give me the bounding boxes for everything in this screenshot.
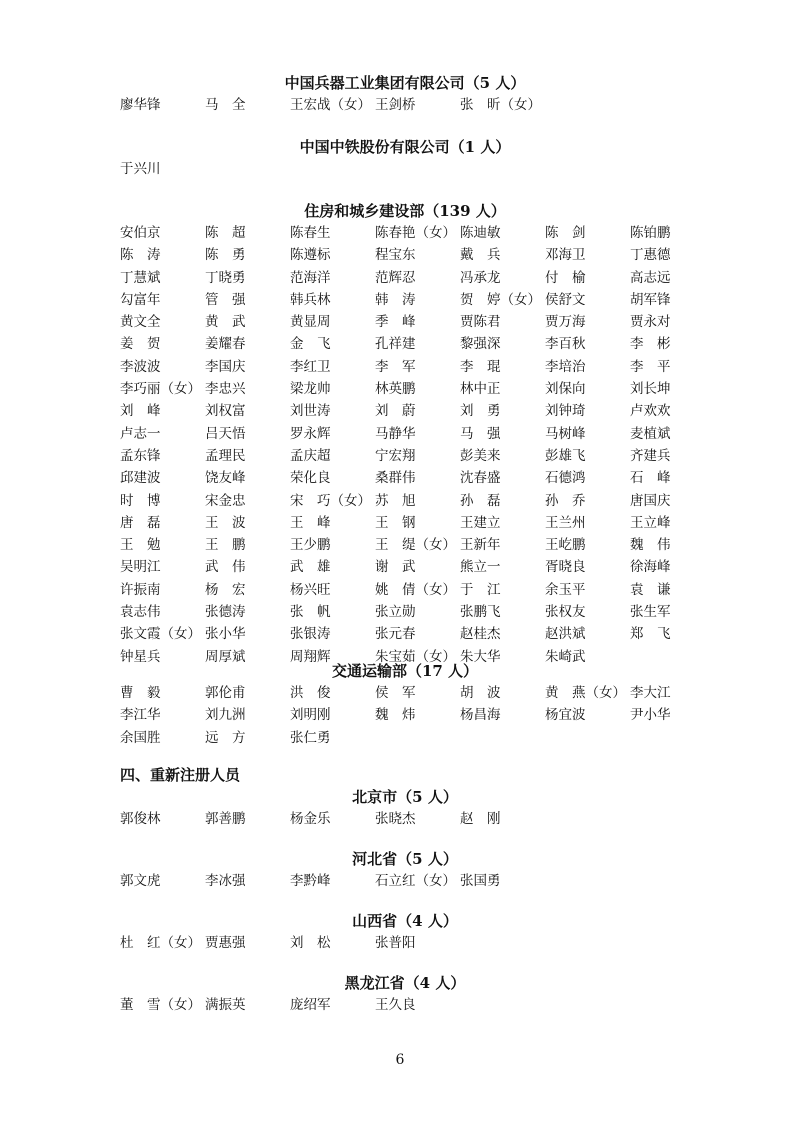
person-name: 武 雄: [290, 559, 331, 576]
person-name: 陈 超: [205, 225, 246, 241]
person-name: 马 强: [460, 425, 501, 442]
person-name: 李黔峰: [290, 873, 331, 889]
person-name: 郭俊林: [120, 811, 161, 827]
person-name: 朱大华: [460, 648, 501, 665]
person-name: 齐建兵: [630, 447, 671, 464]
person-name: 苏 旭: [375, 492, 416, 509]
person-name: 孔祥建: [375, 336, 416, 353]
person-name: 刘 蔚: [375, 403, 416, 420]
person-name: 罗永辉: [290, 425, 331, 442]
person-name: 王宏战（女）: [290, 97, 371, 113]
person-name: 吴明江: [120, 559, 161, 576]
person-name: 季 峰: [375, 314, 416, 331]
section-china-railway: [120, 136, 690, 180]
person-name: 王 波: [205, 514, 246, 531]
person-name: 王 勉: [120, 537, 161, 554]
person-name: 戴 兵: [460, 247, 501, 264]
person-name: 彭美来: [460, 447, 501, 464]
person-name: 李国庆: [205, 358, 246, 375]
part-heading: 四、重新注册人员: [120, 766, 241, 784]
person-name: 荣化良: [290, 470, 331, 487]
person-name: 邱建波: [120, 470, 161, 487]
person-name: 刘钟琦: [545, 403, 586, 420]
person-name: 王 鹏: [205, 537, 246, 554]
person-name: 黄文全: [120, 314, 161, 331]
person-name: 满振英: [205, 997, 246, 1013]
person-name: 刘世涛: [290, 403, 331, 420]
person-name: 郭善鹏: [205, 811, 246, 827]
person-name: 张 帆: [290, 604, 331, 621]
person-name: 范海洋: [290, 269, 331, 286]
person-name: 孟东锋: [120, 447, 161, 464]
person-name: 贾永对: [630, 314, 671, 331]
person-name: 杜 红（女）: [120, 935, 201, 951]
person-name: 麦植斌: [630, 425, 671, 442]
person-name: 刘长坤: [630, 381, 671, 398]
person-name: 杨宜波: [545, 707, 586, 724]
person-name: 饶友峰: [205, 470, 246, 487]
person-name: 侯舒文: [545, 291, 586, 308]
section-hebei: [120, 848, 690, 892]
person-name: 卢志一: [120, 425, 161, 442]
person-name: 宋 巧（女）: [290, 492, 371, 509]
person-name: 周翔辉: [290, 648, 331, 665]
person-name: 李冰强: [205, 873, 246, 889]
person-name: 林中正: [460, 381, 501, 398]
person-name: 张生军: [630, 604, 671, 621]
section-title: 黑龙江省（4 人）: [344, 974, 466, 992]
person-name: 张元春: [375, 626, 416, 643]
person-name: 朱宝茹（女）: [375, 648, 456, 665]
person-name: 李忠兴: [205, 381, 246, 398]
person-name: 黄 燕（女）: [545, 685, 626, 701]
person-name: 李培治: [545, 358, 586, 375]
section-title: 中国兵器工业集团有限公司（5 人）: [284, 74, 526, 92]
page-number: 6: [395, 1052, 405, 1068]
section-beijing: [120, 786, 690, 830]
person-name: 刘九洲: [205, 707, 246, 724]
person-name: 马静华: [375, 425, 416, 442]
person-name: 邓海卫: [545, 247, 586, 264]
person-name: 梁龙帅: [290, 381, 331, 398]
person-name: 许振南: [120, 581, 161, 598]
name-list: [120, 222, 690, 668]
person-name: 姜 贺: [120, 336, 161, 353]
person-name: 陈迪敏: [460, 225, 501, 241]
person-name: 贺 婷（女）: [460, 291, 541, 308]
person-name: 王立峰: [630, 514, 671, 531]
person-name: 赵 刚: [460, 811, 501, 827]
section-title: 河北省（5 人）: [352, 850, 458, 868]
person-name: 马树峰: [545, 425, 586, 442]
person-name: 王 缇（女）: [375, 537, 456, 554]
person-name: 丁晓勇: [205, 269, 246, 286]
person-name: 余国胜: [120, 729, 161, 746]
person-name: 范辉忍: [375, 269, 416, 286]
person-name: 石 峰: [630, 470, 671, 487]
person-name: 胡 波: [460, 685, 501, 701]
person-name: 王兰州: [545, 514, 586, 531]
person-name: 黄 武: [205, 314, 246, 331]
person-name: 丁惠德: [630, 247, 671, 264]
person-name: 杨金乐: [290, 811, 331, 827]
person-name: 李 琨: [460, 358, 501, 375]
person-name: 朱崎武: [545, 648, 586, 665]
person-name: 宋金忠: [205, 492, 246, 509]
person-name: 郑 飞: [630, 626, 671, 643]
person-name: 李巧丽（女）: [120, 381, 201, 398]
person-name: 陈春艳（女）: [375, 225, 456, 241]
person-name: 洪 俊: [290, 685, 331, 701]
person-name: 石德鸿: [545, 470, 586, 487]
person-name: 袁志伟: [120, 604, 161, 621]
person-name: 王建立: [460, 514, 501, 531]
person-name: 张鹏飞: [460, 604, 501, 621]
person-name: 陈遵标: [290, 247, 331, 264]
person-name: 姜耀春: [205, 336, 246, 353]
person-name: 张 昕（女）: [460, 97, 541, 113]
person-name: 王剑桥: [375, 97, 416, 113]
name-list: [120, 682, 690, 749]
person-name: 王 钢: [375, 514, 416, 531]
name-list: [120, 932, 690, 954]
person-name: 庞绍军: [290, 997, 331, 1013]
person-name: 程宝东: [375, 247, 416, 264]
person-name: 李 军: [375, 358, 416, 375]
section-title: 中国中铁股份有限公司（1 人）: [299, 138, 511, 156]
person-name: 彭雄飞: [545, 447, 586, 464]
section-title: 住房和城乡建设部（139 人）: [304, 202, 506, 220]
person-name: 孙 磊: [460, 492, 501, 509]
person-name: 熊立一: [460, 559, 501, 576]
person-name: 胥晓良: [545, 559, 586, 576]
person-name: 刘 勇: [460, 403, 501, 420]
section-title: 山西省（4 人）: [352, 912, 458, 930]
person-name: 王屹鹏: [545, 537, 586, 554]
person-name: 勾富年: [120, 291, 161, 308]
person-name: 宁宏翔: [375, 447, 416, 464]
person-name: 刘 峰: [120, 403, 161, 420]
person-name: 安伯京: [120, 225, 161, 241]
section-norinco: [120, 72, 690, 116]
person-name: 侯 军: [375, 685, 416, 701]
person-name: 林英鹏: [375, 381, 416, 398]
person-name: 姚 倩（女）: [375, 581, 456, 598]
person-name: 张晓杰: [375, 811, 416, 827]
person-name: 韩 涛: [375, 291, 416, 308]
person-name: 黄显周: [290, 314, 331, 331]
section-shanxi: [120, 910, 690, 954]
person-name: 黎强深: [460, 336, 501, 353]
person-name: 刘保向: [545, 381, 586, 398]
person-name: 张德涛: [205, 604, 246, 621]
person-name: 于 江: [460, 581, 501, 598]
person-name: 袁 谦: [630, 581, 671, 598]
person-name: 丁慧斌: [120, 269, 161, 286]
person-name: 余玉平: [545, 581, 586, 598]
person-name: 孟理民: [205, 447, 246, 464]
person-name: 杨 宏: [205, 581, 246, 598]
person-name: 郭文虎: [120, 873, 161, 889]
section-title: 交通运输部（17 人）: [331, 662, 479, 680]
person-name: 张仁勇: [290, 729, 331, 746]
person-name: 唐国庆: [630, 492, 671, 509]
person-name: 时 博: [120, 492, 161, 509]
person-name: 于兴川: [120, 161, 161, 177]
person-name: 杨兴旺: [290, 581, 331, 598]
person-name: 魏 炜: [375, 707, 416, 724]
person-name: 陈 涛: [120, 247, 161, 264]
person-name: 廖华锋: [120, 97, 161, 113]
name-list: [120, 808, 690, 830]
person-name: 曹 毅: [120, 685, 161, 701]
person-name: 张普阳: [375, 935, 416, 951]
person-name: 徐海峰: [630, 559, 671, 576]
person-name: 张小华: [205, 626, 246, 643]
person-name: 马 全: [205, 97, 246, 113]
person-name: 韩兵林: [290, 291, 331, 308]
person-name: 冯承龙: [460, 269, 501, 286]
person-name: 孙 乔: [545, 492, 586, 509]
person-name: 贾惠强: [205, 935, 246, 951]
person-name: 王 峰: [290, 514, 331, 531]
person-name: 张银涛: [290, 626, 331, 643]
person-name: 李红卫: [290, 358, 331, 375]
person-name: 赵桂杰: [460, 626, 501, 643]
person-name: 王新年: [460, 537, 501, 554]
person-name: 杨昌海: [460, 707, 501, 724]
name-list: [120, 94, 690, 116]
person-name: 刘权富: [205, 403, 246, 420]
person-name: 付 榆: [545, 269, 586, 286]
section-mohurd: [120, 200, 690, 668]
person-name: 李江华: [120, 707, 161, 724]
section-title: 北京市（5 人）: [352, 788, 458, 806]
person-name: 唐 磊: [120, 514, 161, 531]
person-name: 贾陈君: [460, 314, 501, 331]
person-name: 张文霞（女）: [120, 626, 201, 643]
person-name: 李百秋: [545, 336, 586, 353]
person-name: 沈春盛: [460, 470, 501, 487]
name-list: [120, 994, 690, 1016]
section-transport: [120, 660, 690, 749]
name-list: [120, 158, 690, 180]
person-name: 胡军锋: [630, 291, 671, 308]
person-name: 李大江: [630, 685, 671, 701]
person-name: 张立勋: [375, 604, 416, 621]
person-name: 贾万海: [545, 314, 586, 331]
person-name: 陈 剑: [545, 225, 586, 241]
person-name: 吕天悟: [205, 425, 246, 442]
person-name: 张国勇: [460, 873, 501, 889]
person-name: 郭伦甫: [205, 685, 246, 701]
person-name: 钟星兵: [120, 648, 161, 665]
person-name: 金 飞: [290, 336, 331, 353]
person-name: 陈 勇: [205, 247, 246, 264]
person-name: 李 平: [630, 358, 671, 375]
person-name: 桑群伟: [375, 470, 416, 487]
person-name: 刘 松: [290, 935, 331, 951]
person-name: 董 雪（女）: [120, 997, 201, 1013]
person-name: 孟庆超: [290, 447, 331, 464]
person-name: 刘明刚: [290, 707, 331, 724]
person-name: 谢 武: [375, 559, 416, 576]
person-name: 赵洪斌: [545, 626, 586, 643]
name-list: [120, 870, 690, 892]
person-name: 王久良: [375, 997, 416, 1013]
person-name: 陈春生: [290, 225, 331, 241]
person-name: 李波波: [120, 358, 161, 375]
person-name: 远 方: [205, 729, 246, 746]
person-name: 卢欢欢: [630, 403, 671, 420]
person-name: 武 伟: [205, 559, 246, 576]
person-name: 张权友: [545, 604, 586, 621]
person-name: 王少鹏: [290, 537, 331, 554]
person-name: 李 彬: [630, 336, 671, 353]
section-heilongjiang: [120, 972, 690, 1016]
person-name: 尹小华: [630, 707, 671, 724]
person-name: 管 强: [205, 291, 246, 308]
person-name: 高志远: [630, 269, 671, 286]
person-name: 魏 伟: [630, 537, 671, 554]
person-name: 周厚斌: [205, 648, 246, 665]
person-name: 陈铂鹏: [630, 225, 671, 241]
person-name: 石立红（女）: [375, 873, 456, 889]
